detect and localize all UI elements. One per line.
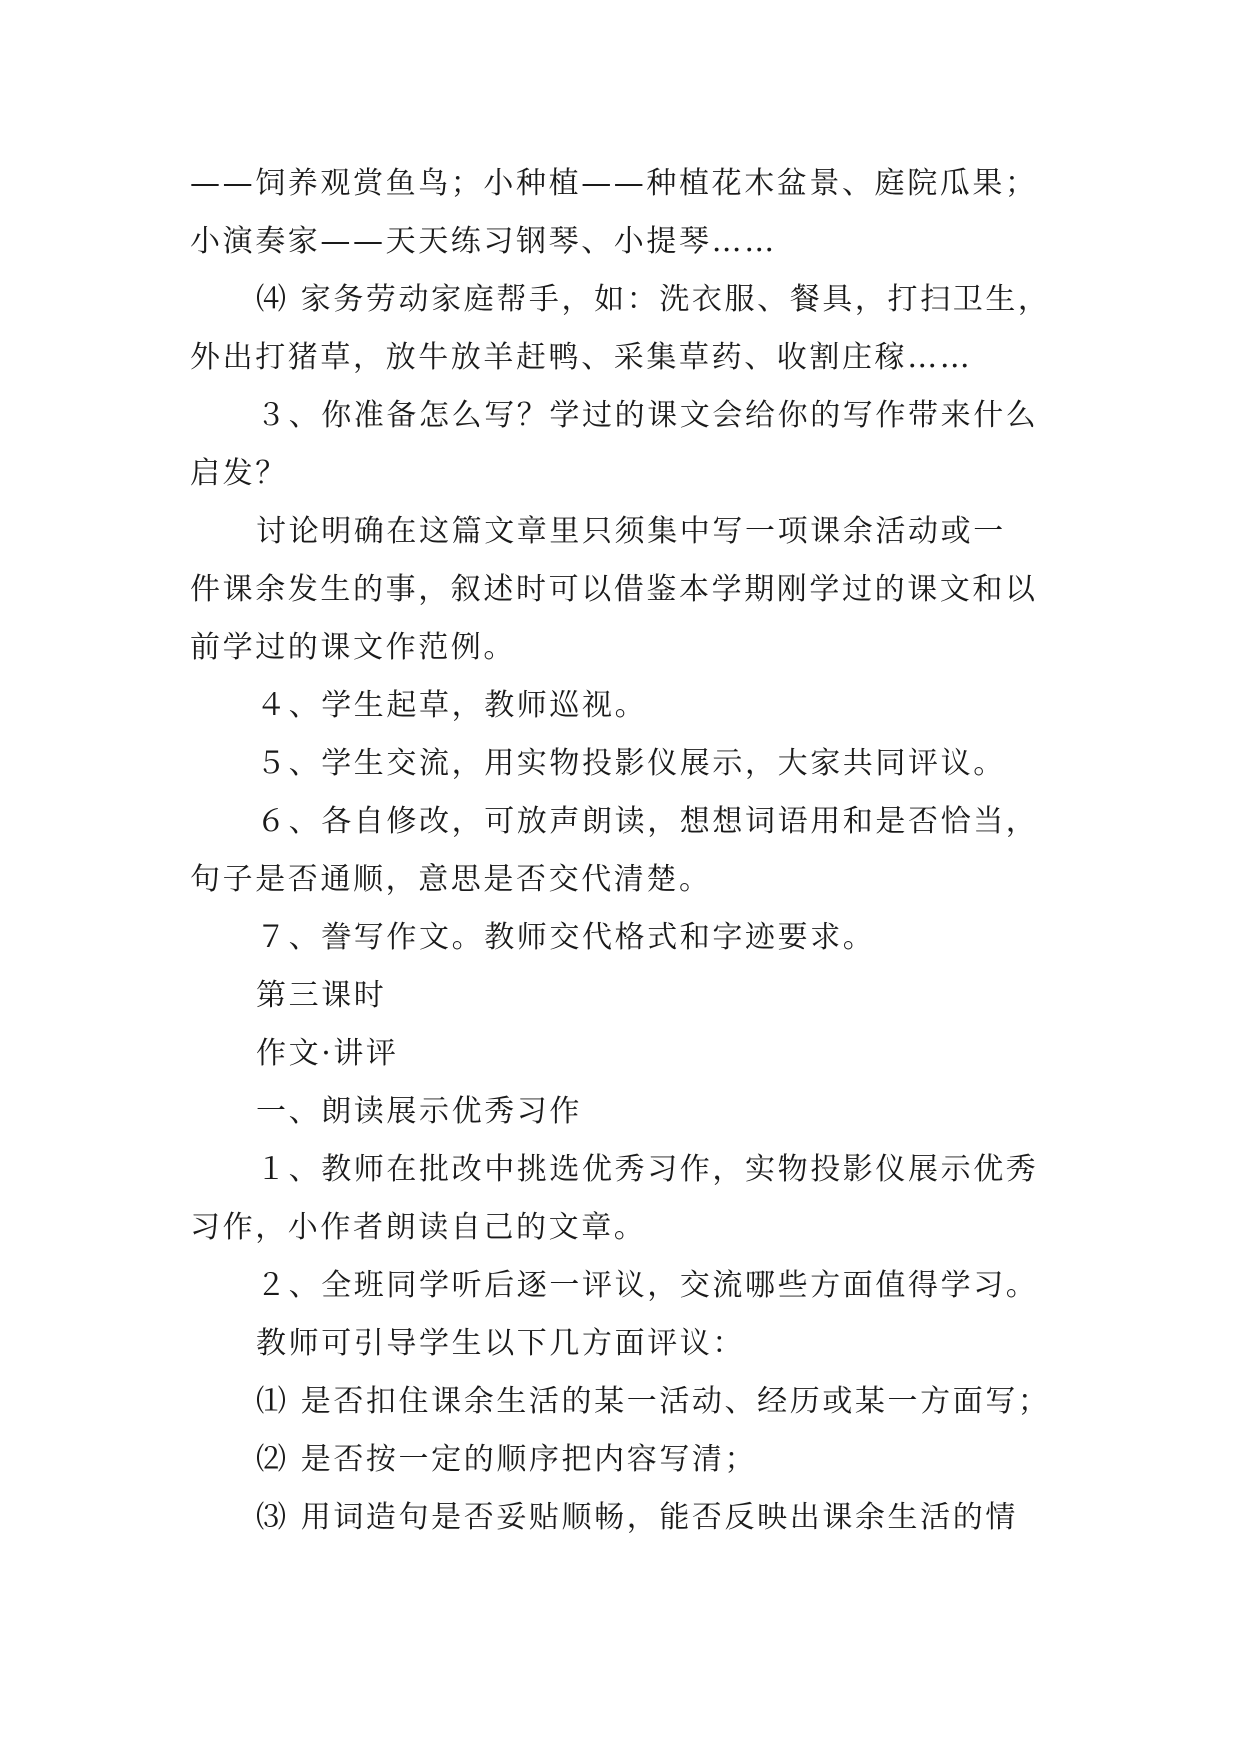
text-line: 教师可引导学生以下几方面评议： [256,1326,745,1361]
text-line: ３、你准备怎么写？学过的课文会给你的写作带来什么 [256,398,1039,433]
text-line: 作文·讲评 [256,1036,399,1071]
text-line: 句子是否通顺，意思是否交代清楚。 [190,862,712,897]
text-line: ２、全班同学听后逐一评议，交流哪些方面值得学习。 [256,1268,1039,1303]
text-line: 小演奏家——天天练习钢琴、小提琴…… [190,224,777,259]
text-line: 习作，小作者朗读自己的文章。 [190,1210,647,1245]
text-line: ——饲养观赏鱼鸟；小种植——种植花木盆景、庭院瓜果； [190,166,1038,201]
text-line: ５、学生交流，用实物投影仪展示，大家共同评议。 [256,746,1006,781]
text-line: 启发？ [190,456,288,491]
text-line: ６、各自修改，可放声朗读，想想词语用和是否恰当， [256,804,1039,839]
text-line: ４、学生起草，教师巡视。 [256,688,648,723]
text-line: ⑴ 是否扣住课余生活的某一活动、经历或某一方面写； [256,1384,1051,1419]
text-line: ７、誊写作文。教师交代格式和字迹要求。 [256,920,876,955]
text-line: ⑷ 家务劳动家庭帮手，如：洗衣服、餐具，打扫卫生， [256,282,1051,317]
text-line: ⑵ 是否按一定的顺序把内容写清； [256,1442,758,1477]
text-line: 外出打猪草，放牛放羊赶鸭、采集草药、收割庄稼…… [190,340,973,375]
text-line: 前学过的课文作范例。 [190,630,516,665]
text-line: １、教师在批改中挑选优秀习作，实物投影仪展示优秀 [256,1152,1039,1187]
text-line: 第三课时 [256,978,387,1013]
text-line: 一、朗读展示优秀习作 [256,1094,582,1129]
text-line: ⑶ 用词造句是否妥贴顺畅，能否反映出课余生活的情 [256,1500,1018,1535]
text-line: 讨论明确在这篇文章里只须集中写一项课余活动或一 [256,514,1006,549]
text-line: 件课余发生的事，叙述时可以借鉴本学期刚学过的课文和以 [190,572,1038,607]
document-body [190,155,1070,1547]
